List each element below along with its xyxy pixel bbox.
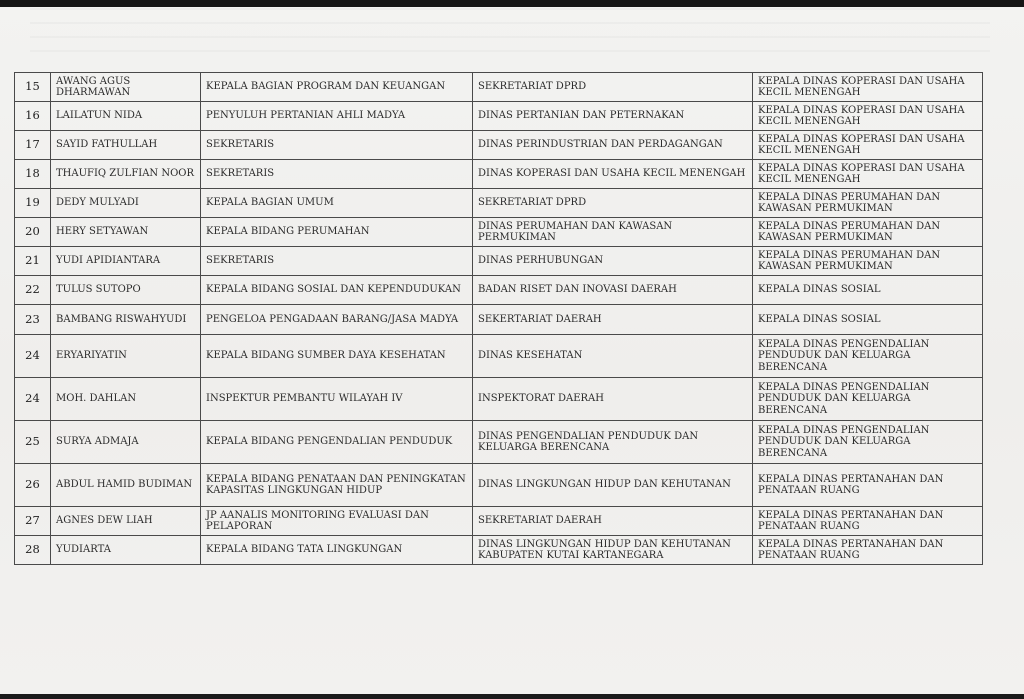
supervisor-cell: KEPALA DINAS PENGENDALIAN PENDUDUK DAN KELUARGA BERENCANA — [753, 378, 983, 421]
table-row — [15, 421, 983, 464]
supervisor-cell: KEPALA DINAS SOSIAL — [753, 305, 983, 335]
supervisor-cell: KEPALA DINAS PERTANAHAN DAN PENATAAN RUANG — [753, 507, 983, 536]
name-cell: YUDIARTA — [51, 536, 201, 565]
table-row — [15, 131, 983, 160]
position-cell: KEPALA BAGIAN PROGRAM DAN KEUANGAN — [201, 73, 473, 102]
table-row — [15, 247, 983, 276]
row-number-cell: 22 — [15, 276, 51, 305]
position-cell: PENGELOA PENGADAAN BARANG/JASA MADYA — [201, 305, 473, 335]
table-row — [15, 102, 983, 131]
work-unit-cell: DINAS KOPERASI DAN USAHA KECIL MENENGAH — [473, 160, 753, 189]
name-cell: SAYID FATHULLAH — [51, 131, 201, 160]
work-unit-cell: DINAS PERHUBUNGAN — [473, 247, 753, 276]
name-cell: YUDI APIDIANTARA — [51, 247, 201, 276]
supervisor-cell: KEPALA DINAS SOSIAL — [753, 276, 983, 305]
supervisor-cell: KEPALA DINAS KOPERASI DAN USAHA KECIL MENENGAH — [753, 102, 983, 131]
position-cell: SEKRETARIS — [201, 160, 473, 189]
position-cell: KEPALA BIDANG TATA LINGKUNGAN — [201, 536, 473, 565]
row-number-cell: 20 — [15, 218, 51, 247]
table-row — [15, 189, 983, 218]
scan-bottom-edge — [0, 694, 1024, 699]
name-cell: ERYARIYATIN — [51, 335, 201, 378]
work-unit-cell: DINAS PERINDUSTRIAN DAN PERDAGANGAN — [473, 131, 753, 160]
row-number-cell: 27 — [15, 507, 51, 536]
position-cell: KEPALA BAGIAN UMUM — [201, 189, 473, 218]
position-cell: KEPALA BIDANG PENATAAN DAN PENINGKATAN KAPASITAS LINGKUNGAN HIDUP — [201, 464, 473, 507]
name-cell: MOH. DAHLAN — [51, 378, 201, 421]
work-unit-cell: DINAS KESEHATAN — [473, 335, 753, 378]
row-number-cell: 18 — [15, 160, 51, 189]
work-unit-cell: BADAN RISET DAN INOVASI DAERAH — [473, 276, 753, 305]
bleed-through-area — [30, 8, 990, 58]
table-row — [15, 276, 983, 305]
row-number-cell: 25 — [15, 421, 51, 464]
row-number-cell: 23 — [15, 305, 51, 335]
table-row — [15, 464, 983, 507]
row-number-cell: 15 — [15, 73, 51, 102]
supervisor-cell: KEPALA DINAS PERTANAHAN DAN PENATAAN RUANG — [753, 464, 983, 507]
official-assignment-table — [14, 72, 983, 565]
row-number-cell: 24 — [15, 378, 51, 421]
table-body — [15, 73, 983, 565]
supervisor-cell: KEPALA DINAS KOPERASI DAN USAHA KECIL MENENGAH — [753, 160, 983, 189]
row-number-cell: 17 — [15, 131, 51, 160]
position-cell: INSPEKTUR PEMBANTU WILAYAH IV — [201, 378, 473, 421]
name-cell: AWANG AGUS DHARMAWAN — [51, 73, 201, 102]
work-unit-cell: SEKERTARIAT DAERAH — [473, 305, 753, 335]
table-row — [15, 73, 983, 102]
position-cell: KEPALA BIDANG SOSIAL DAN KEPENDUDUKAN — [201, 276, 473, 305]
work-unit-cell: DINAS LINGKUNGAN HIDUP DAN KEHUTANAN — [473, 464, 753, 507]
supervisor-cell: KEPALA DINAS PERUMAHAN DAN KAWASAN PERMUKIMAN — [753, 189, 983, 218]
scan-top-edge — [0, 0, 1024, 7]
position-cell: KEPALA BIDANG PERUMAHAN — [201, 218, 473, 247]
row-number-cell: 21 — [15, 247, 51, 276]
name-cell: THAUFIQ ZULFIAN NOOR — [51, 160, 201, 189]
name-cell: ABDUL HAMID BUDIMAN — [51, 464, 201, 507]
position-cell: SEKRETARIS — [201, 131, 473, 160]
work-unit-cell: INSPEKTORAT DAERAH — [473, 378, 753, 421]
name-cell: AGNES DEW LIAH — [51, 507, 201, 536]
work-unit-cell: DINAS PENGENDALIAN PENDUDUK DAN KELUARGA BERENCANA — [473, 421, 753, 464]
supervisor-cell: KEPALA DINAS PERUMAHAN DAN KAWASAN PERMUKIMAN — [753, 218, 983, 247]
supervisor-cell: KEPALA DINAS KOPERASI DAN USAHA KECIL MENENGAH — [753, 73, 983, 102]
row-number-cell: 26 — [15, 464, 51, 507]
row-number-cell: 28 — [15, 536, 51, 565]
supervisor-cell: KEPALA DINAS PENGENDALIAN PENDUDUK DAN KELUARGA BERENCANA — [753, 421, 983, 464]
supervisor-cell: KEPALA DINAS PERUMAHAN DAN KAWASAN PERMUKIMAN — [753, 247, 983, 276]
work-unit-cell: SEKRETARIAT DPRD — [473, 73, 753, 102]
work-unit-cell: DINAS PERTANIAN DAN PETERNAKAN — [473, 102, 753, 131]
table-row — [15, 378, 983, 421]
supervisor-cell: KEPALA DINAS PENGENDALIAN PENDUDUK DAN KELUARGA BERENCANA — [753, 335, 983, 378]
position-cell: PENYULUH PERTANIAN AHLI MADYA — [201, 102, 473, 131]
name-cell: BAMBANG RISWAHYUDI — [51, 305, 201, 335]
table-row — [15, 218, 983, 247]
table-row — [15, 536, 983, 565]
name-cell: LAILATUN NIDA — [51, 102, 201, 131]
work-unit-cell: SEKRETARIAT DAERAH — [473, 507, 753, 536]
row-number-cell: 19 — [15, 189, 51, 218]
supervisor-cell: KEPALA DINAS KOPERASI DAN USAHA KECIL MENENGAH — [753, 131, 983, 160]
name-cell: TULUS SUTOPO — [51, 276, 201, 305]
position-cell: JP AANALIS MONITORING EVALUASI DAN PELAPORAN — [201, 507, 473, 536]
table-row — [15, 335, 983, 378]
table-row — [15, 160, 983, 189]
name-cell: SURYA ADMAJA — [51, 421, 201, 464]
table-row — [15, 305, 983, 335]
row-number-cell: 16 — [15, 102, 51, 131]
work-unit-cell: DINAS LINGKUNGAN HIDUP DAN KEHUTANAN KABUPATEN KUTAI KARTANEGARA — [473, 536, 753, 565]
position-cell: KEPALA BIDANG PENGENDALIAN PENDUDUK — [201, 421, 473, 464]
work-unit-cell: SEKRETARIAT DPRD — [473, 189, 753, 218]
work-unit-cell: DINAS PERUMAHAN DAN KAWASAN PERMUKIMAN — [473, 218, 753, 247]
supervisor-cell: KEPALA DINAS PERTANAHAN DAN PENATAAN RUANG — [753, 536, 983, 565]
name-cell: HERY SETYAWAN — [51, 218, 201, 247]
row-number-cell: 24 — [15, 335, 51, 378]
table-row — [15, 507, 983, 536]
position-cell: KEPALA BIDANG SUMBER DAYA KESEHATAN — [201, 335, 473, 378]
name-cell: DEDY MULYADI — [51, 189, 201, 218]
position-cell: SEKRETARIS — [201, 247, 473, 276]
